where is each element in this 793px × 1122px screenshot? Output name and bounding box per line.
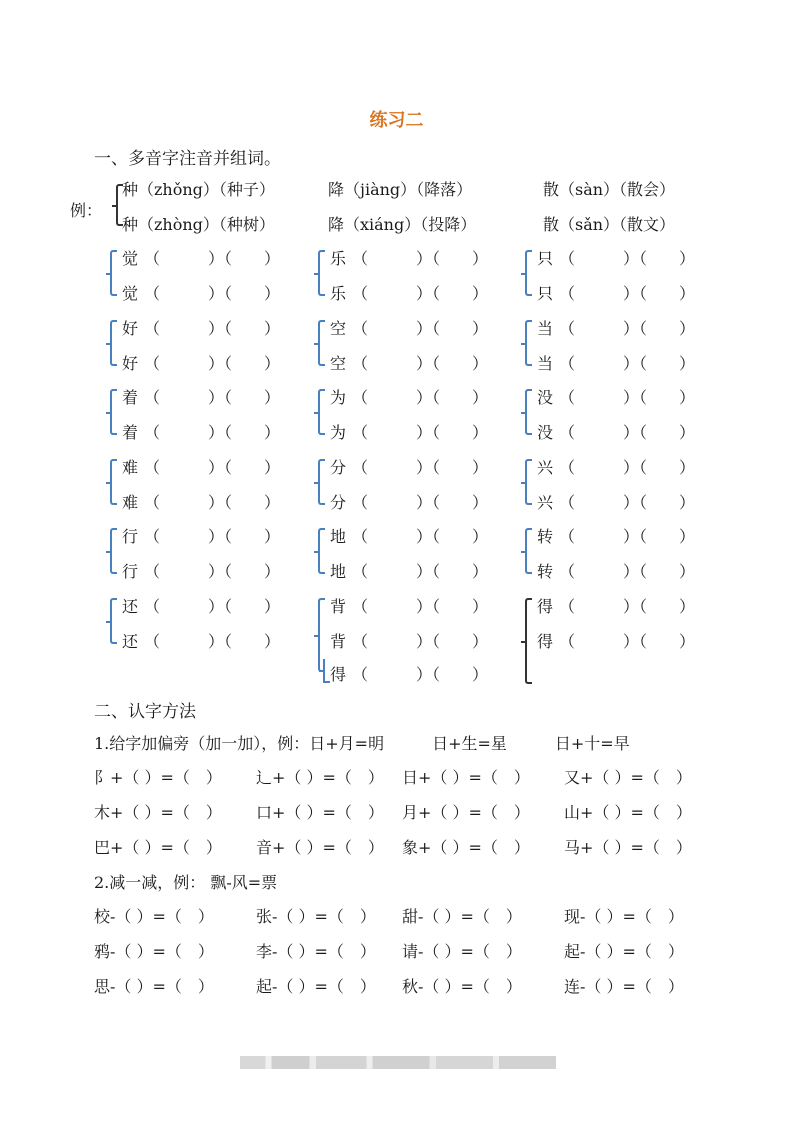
group-brace — [525, 598, 532, 684]
subtract-exercise[interactable]: 现-（ ）=（ ） — [564, 907, 684, 926]
add-exercise[interactable]: 山+（ ）=（ ） — [564, 803, 692, 822]
answer-blank[interactable]: （ ）（ ） — [352, 353, 489, 373]
answer-blank[interactable]: （ ）（ ） — [352, 457, 489, 477]
group-brace — [525, 320, 532, 366]
group-brace — [110, 459, 117, 505]
answer-blank[interactable]: （ ）（ ） — [144, 596, 281, 616]
example-entry: 散（sàn）（散会） — [543, 180, 676, 199]
polyphone-char: 好 — [122, 353, 139, 373]
group-brace — [110, 389, 117, 435]
group-brace — [318, 528, 325, 574]
group-brace — [318, 250, 325, 296]
polyphone-char: 转 — [537, 562, 554, 581]
answer-blank[interactable]: （ ）（ ） — [352, 423, 489, 442]
example-entry: 种（zhǒng）（种子） — [122, 180, 275, 199]
extra-brace-line — [323, 659, 330, 683]
answer-blank[interactable]: （ ）（ ） — [144, 284, 281, 303]
extra-blank[interactable]: （ ）（ ） — [352, 665, 489, 684]
polyphone-char: 为 — [330, 388, 347, 407]
polyphone-char: 乐 — [330, 249, 347, 268]
polyphone-char: 乐 — [330, 284, 347, 303]
polyphone-char: 没 — [537, 423, 554, 442]
group-brace — [110, 528, 117, 574]
example-entry: 降（jiàng）（降落） — [328, 180, 473, 199]
subtract-exercise[interactable]: 李-（ ）=（ ） — [256, 942, 376, 961]
answer-blank[interactable]: （ ）（ ） — [559, 527, 696, 546]
add-exercise[interactable]: 口+（ ）=（ ） — [256, 803, 384, 822]
subtract-example: 2.减一减，例： 飘-风=票 — [94, 873, 278, 892]
group-brace — [525, 389, 532, 435]
polyphone-char: 行 — [122, 527, 139, 546]
answer-blank[interactable]: （ ）（ ） — [352, 562, 489, 581]
add-exercise[interactable]: 日+（ ）=（ ） — [402, 768, 530, 787]
group-brace — [525, 528, 532, 574]
polyphone-char: 好 — [122, 318, 139, 338]
group-brace — [110, 598, 117, 644]
polyphone-char: 地 — [330, 562, 347, 581]
polyphone-char: 空 — [330, 353, 347, 373]
subtract-exercise[interactable]: 起-（ ）=（ ） — [564, 942, 684, 961]
footer-watermark — [240, 1056, 556, 1069]
subtract-exercise[interactable]: 张-（ ）=（ ） — [256, 907, 376, 926]
polyphone-char: 难 — [122, 492, 139, 512]
polyphone-char: 难 — [122, 457, 139, 477]
example-entry: 散（sǎn）（散文） — [543, 215, 676, 234]
page-title: 练习二 — [369, 110, 424, 131]
add-exercise[interactable]: 阝+（ ）=（ ） — [94, 768, 222, 787]
polyphone-char: 空 — [330, 318, 347, 338]
answer-blank[interactable]: （ ）（ ） — [352, 492, 489, 512]
answer-blank[interactable]: （ ）（ ） — [352, 388, 489, 407]
polyphone-char: 得 — [537, 596, 554, 616]
polyphone-char: 当 — [537, 318, 554, 338]
answer-blank[interactable]: （ ）（ ） — [144, 492, 281, 512]
answer-blank[interactable]: （ ）（ ） — [352, 318, 489, 338]
polyphone-char: 地 — [330, 527, 347, 546]
group-brace — [318, 389, 325, 435]
example-entry: 种（zhòng）（种树） — [122, 215, 275, 234]
group-brace — [318, 459, 325, 505]
answer-blank[interactable]: （ ）（ ） — [559, 249, 696, 268]
example-entry: 降（xiáng）（投降） — [328, 215, 477, 234]
answer-blank[interactable]: （ ）（ ） — [559, 631, 696, 651]
subtract-exercise[interactable]: 秋-（ ）=（ ） — [402, 977, 522, 996]
polyphone-char: 觉 — [122, 284, 139, 303]
subtract-exercise[interactable]: 校-（ ）=（ ） — [94, 907, 214, 926]
add-exercise[interactable]: 音+（ ）=（ ） — [256, 838, 384, 857]
polyphone-char: 当 — [537, 353, 554, 373]
section1-heading: 一、多音字注音并组词。 — [94, 149, 281, 169]
subtract-exercise[interactable]: 鸦-（ ）=（ ） — [94, 942, 214, 961]
polyphone-char: 背 — [330, 631, 347, 651]
add-exercise[interactable]: 木+（ ）=（ ） — [94, 803, 222, 822]
answer-blank[interactable]: （ ）（ ） — [559, 423, 696, 442]
answer-blank[interactable]: （ ）（ ） — [559, 562, 696, 581]
answer-blank[interactable]: （ ）（ ） — [144, 423, 281, 442]
answer-blank[interactable]: （ ）（ ） — [144, 527, 281, 546]
answer-blank[interactable]: （ ）（ ） — [352, 249, 489, 268]
polyphone-char: 为 — [330, 423, 347, 442]
subtract-exercise[interactable]: 起-（ ）=（ ） — [256, 977, 376, 996]
subtract-exercise[interactable]: 连-（ ）=（ ） — [564, 977, 684, 996]
polyphone-char: 分 — [330, 457, 347, 477]
add-exercise[interactable]: 月+（ ）=（ ） — [402, 803, 530, 822]
subtract-exercise[interactable]: 请-（ ）=（ ） — [402, 942, 522, 961]
polyphone-char: 还 — [122, 596, 139, 616]
answer-blank[interactable]: （ ）（ ） — [144, 249, 281, 268]
subtract-exercise[interactable]: 甜-（ ）=（ ） — [402, 907, 522, 926]
answer-blank[interactable]: （ ）（ ） — [352, 527, 489, 546]
answer-blank[interactable]: （ ）（ ） — [144, 318, 281, 338]
polyphone-char: 觉 — [122, 249, 139, 268]
polyphone-char: 分 — [330, 492, 347, 512]
answer-blank[interactable]: （ ）（ ） — [352, 631, 489, 651]
group-brace — [525, 459, 532, 505]
add-exercise[interactable]: 辶+（ ）=（ ） — [256, 768, 384, 787]
polyphone-char: 转 — [537, 527, 554, 546]
extra-char: 得 — [330, 665, 347, 684]
polyphone-char: 着 — [122, 423, 139, 442]
polyphone-char: 兴 — [537, 492, 554, 512]
polyphone-char: 还 — [122, 631, 139, 651]
polyphone-char: 没 — [537, 388, 554, 407]
polyphone-char: 着 — [122, 388, 139, 407]
answer-blank[interactable]: （ ）（ ） — [144, 388, 281, 407]
group-brace — [110, 250, 117, 296]
answer-blank[interactable]: （ ）（ ） — [559, 492, 696, 512]
add-exercise[interactable]: 巴+（ ）=（ ） — [94, 838, 222, 857]
answer-blank[interactable]: （ ）（ ） — [144, 353, 281, 373]
add-exercise[interactable]: 马+（ ）=（ ） — [564, 838, 692, 857]
answer-blank[interactable]: （ ）（ ） — [559, 353, 696, 373]
polyphone-char: 只 — [537, 284, 554, 303]
section2-heading: 二、认字方法 — [94, 702, 196, 722]
answer-blank[interactable]: （ ）（ ） — [559, 284, 696, 303]
group-brace — [318, 320, 325, 366]
polyphone-char: 得 — [537, 631, 554, 651]
answer-blank[interactable]: （ ）（ ） — [352, 596, 489, 616]
answer-blank[interactable]: （ ）（ ） — [559, 596, 696, 616]
polyphone-char: 背 — [330, 596, 347, 616]
answer-blank[interactable]: （ ）（ ） — [144, 631, 281, 651]
polyphone-char: 兴 — [537, 457, 554, 477]
polyphone-char: 只 — [537, 249, 554, 268]
answer-blank[interactable]: （ ）（ ） — [352, 284, 489, 303]
example-label: 例： — [70, 201, 103, 220]
answer-blank[interactable]: （ ）（ ） — [559, 318, 696, 338]
answer-blank[interactable]: （ ）（ ） — [144, 562, 281, 581]
answer-blank[interactable]: （ ）（ ） — [559, 388, 696, 407]
subtract-exercise[interactable]: 思-（ ）=（ ） — [94, 977, 214, 996]
add-exercise[interactable]: 象+（ ）=（ ） — [402, 838, 530, 857]
answer-blank[interactable]: （ ）（ ） — [559, 457, 696, 477]
answer-blank[interactable]: （ ）（ ） — [144, 457, 281, 477]
polyphone-char: 行 — [122, 562, 139, 581]
group-brace — [110, 320, 117, 366]
add-example: 1.给字加偏旁（加一加），例：日+月=明 日+生=星 日+十=早 — [94, 734, 630, 753]
group-brace — [525, 250, 532, 296]
add-exercise[interactable]: 又+（ ）=（ ） — [564, 768, 692, 787]
